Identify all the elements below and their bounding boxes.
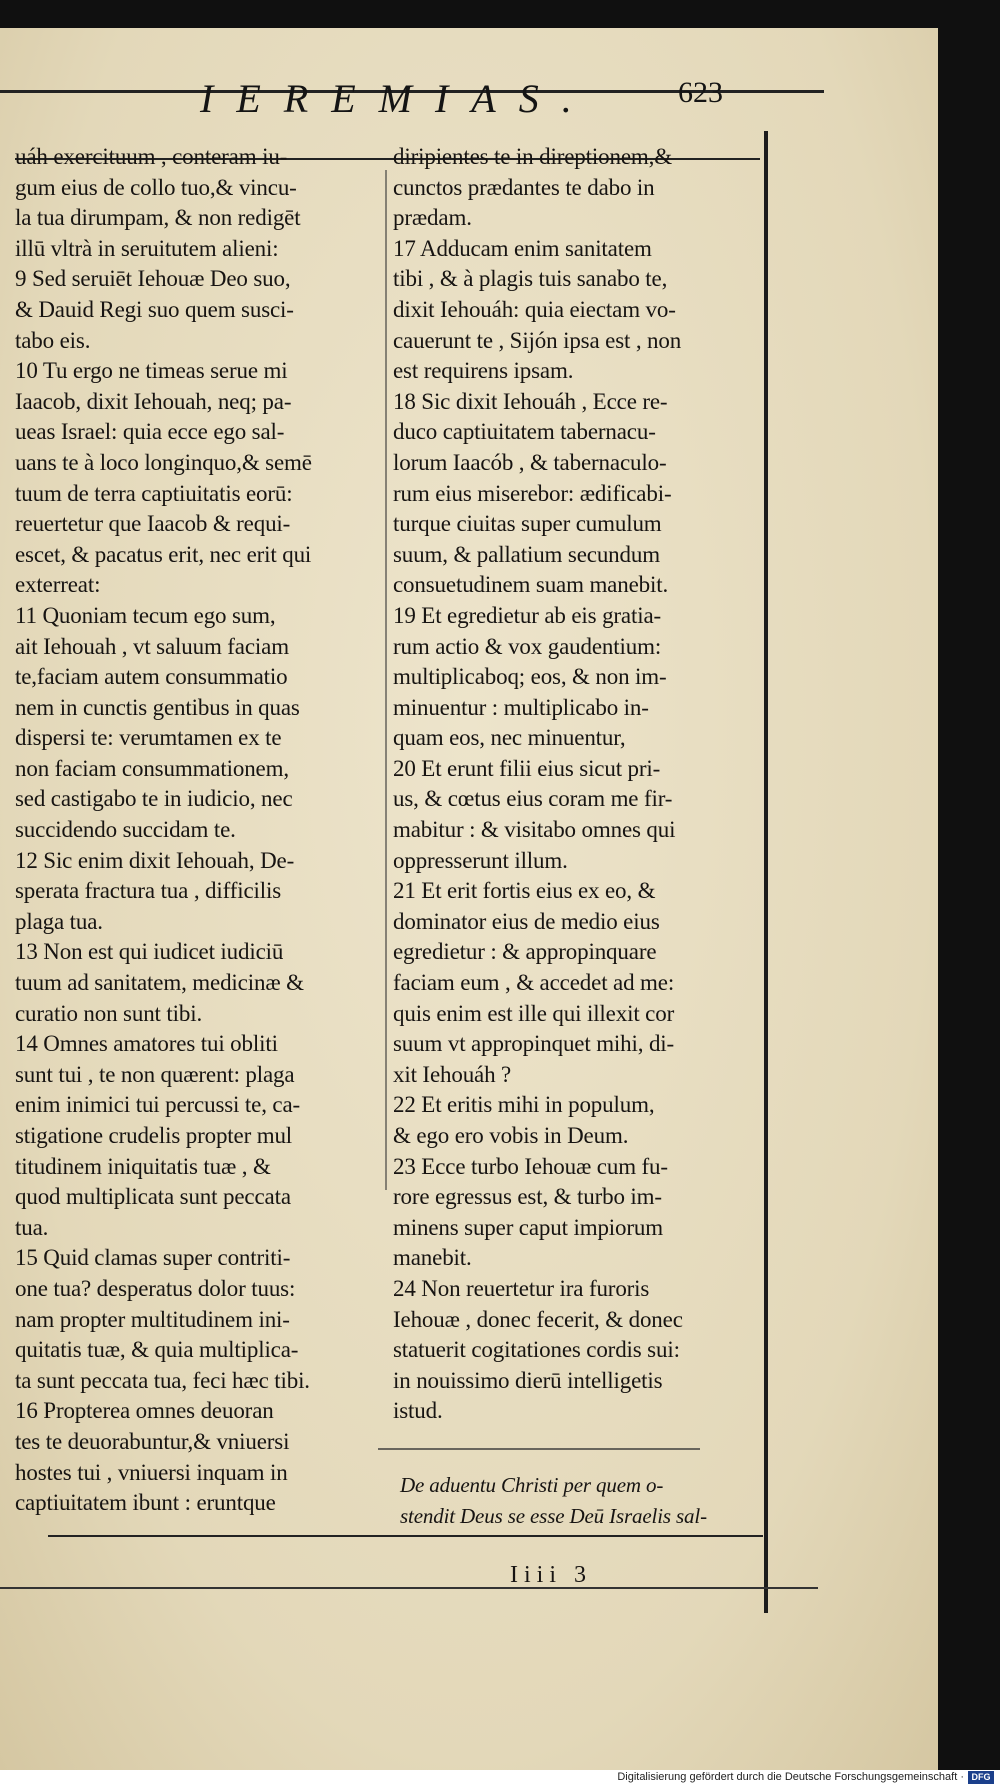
- text-line: 13 Non est qui iudicet iudiciū: [15, 939, 284, 965]
- text-line: 22 Et eritis mihi in populum,: [393, 1092, 655, 1118]
- bottom-rule: [48, 1535, 763, 1537]
- text-line: prædam.: [393, 205, 472, 231]
- text-line: 12 Sic enim dixit Iehouah, De-: [15, 847, 295, 873]
- text-line: dispersi te: verumtamen ex te: [15, 725, 282, 751]
- text-line: nam propter multitudinem ini-: [15, 1306, 290, 1332]
- text-line: us, & cœtus eius coram me fir-: [393, 786, 673, 812]
- text-line: mabitur : & visitabo omnes qui: [393, 817, 676, 843]
- text-line: ait Iehouah , vt saluum faciam: [15, 633, 289, 659]
- text-line: ta sunt peccata tua, feci hæc tibi.: [15, 1367, 310, 1393]
- text-line: reuertetur que Iaacob & requi-: [15, 511, 291, 537]
- bottom-rule-outer: [0, 1587, 818, 1589]
- signature-mark: Iiii 3: [510, 1562, 592, 1588]
- text-line: tibi , & à plagis tuis sanabo te,: [393, 266, 668, 292]
- text-line: curatio non sunt tibi.: [15, 1000, 203, 1026]
- text-line: diripientes te in direptionem,&: [393, 144, 672, 169]
- text-line: 23 Ecce turbo Iehouæ cum fu-: [393, 1153, 668, 1179]
- text-line: quod multiplicata sunt peccata: [15, 1184, 291, 1210]
- text-line: egredietur : & appropinquare: [393, 939, 657, 965]
- text-line: succidendo succidam te.: [15, 817, 236, 843]
- right-margin-rule: [764, 131, 768, 1613]
- text-line: dixit Iehouáh: quia eiectam vo-: [393, 296, 676, 322]
- text-line: xit Iehouáh ?: [393, 1061, 512, 1087]
- text-line: suum, & pallatium secundum: [393, 541, 660, 567]
- text-line: multiplicaboq; eos, & non im-: [393, 664, 667, 690]
- running-head: IEREMIAS.: [200, 76, 595, 121]
- text-line: non faciam consummationem,: [15, 755, 289, 781]
- digitization-footer: [0, 1770, 1000, 1787]
- text-line: tuum de terra captiuitatis eorū:: [15, 480, 293, 506]
- text-line: plaga tua.: [15, 908, 103, 934]
- text-line: 21 Et erit fortis eius ex eo, &: [393, 878, 656, 904]
- text-line: 20 Et erunt filii eius sicut pri-: [393, 755, 661, 781]
- text-line: manebit.: [393, 1245, 472, 1271]
- section-heading: [400, 1470, 730, 1531]
- text-line: captiuitatem ibunt : eruntque: [15, 1490, 276, 1516]
- text-line: quam eos, nec minuentur,: [393, 725, 626, 751]
- text-line: in nouissimo dierū intelligetis: [393, 1367, 663, 1393]
- text-line: 18 Sic dixit Iehouáh , Ecce re-: [393, 388, 668, 414]
- text-line: ueas Israel: quia ecce ego sal-: [15, 419, 285, 445]
- text-line: enim inimici tui percussi te, ca-: [15, 1092, 301, 1118]
- column-divider: [385, 170, 387, 1190]
- text-line: escet, & pacatus erit, nec erit qui: [15, 541, 312, 567]
- text-line: oppresserunt illum.: [393, 847, 568, 873]
- section-heading-line: stendit Deus se esse Deū Israelis sal-: [400, 1503, 707, 1528]
- page-number: 623: [678, 76, 723, 109]
- text-line: 9 Sed seruiēt Iehouæ Deo suo,: [15, 266, 291, 292]
- text-line: faciam eum , & accedet ad me:: [393, 970, 675, 996]
- text-line: & ego ero vobis in Deum.: [393, 1123, 629, 1148]
- text-line: uáh exercituum , conteram iu-: [15, 144, 288, 169]
- text-line: minuentur : multiplicabo in-: [393, 694, 649, 720]
- text-line: cunctos prædantes te dabo in: [393, 174, 655, 200]
- text-line: titudinem iniquitatis tuæ , &: [15, 1153, 271, 1179]
- text-line: tua.: [15, 1214, 49, 1240]
- text-line: 16 Propterea omnes deuoran: [15, 1398, 274, 1424]
- text-line: 10 Tu ergo ne timeas serue mi: [15, 358, 288, 384]
- text-line: sed castigabo te in iudicio, nec: [15, 786, 293, 812]
- text-line: tuum ad sanitatem, medicinæ &: [15, 970, 304, 996]
- text-line: exterreat:: [15, 572, 101, 598]
- text-line: duco captiuitatem tabernacu-: [393, 419, 656, 445]
- text-line: istud.: [393, 1398, 443, 1424]
- text-line: Iaacob, dixit Iehouah, neq; pa-: [15, 388, 292, 414]
- text-line: la tua dirumpam, & non redigēt: [15, 205, 301, 231]
- text-line: statuerit cogitationes cordis sui:: [393, 1337, 680, 1363]
- text-line: Iehouæ , donec fecerit, & donec: [393, 1306, 683, 1332]
- text-line: turque ciuitas super cumulum: [393, 511, 662, 537]
- text-line: stigatione crudelis propter mul: [15, 1123, 293, 1148]
- text-line: one tua? desperatus dolor tuus:: [15, 1275, 296, 1301]
- text-line: sunt tui , te non quærent: plaga: [15, 1061, 295, 1087]
- text-line: te,faciam autem consummatio: [15, 664, 288, 690]
- text-line: suum vt appropinquet mihi, di-: [393, 1031, 675, 1057]
- left-text-column: [15, 142, 380, 1519]
- footer-credit: Digitalisierung gefördert durch die Deutsche Forschungsgemeinschaft ·: [617, 1771, 964, 1783]
- text-line: uans te à loco longinquo,& semē: [15, 449, 312, 475]
- text-line: 19 Et egredietur ab eis gratia-: [393, 602, 662, 628]
- text-line: dominator eius de medio eius: [393, 908, 660, 934]
- section-heading-line: De aduentu Christi per quem o-: [400, 1473, 664, 1497]
- text-line: rum actio & vox gaudentium:: [393, 633, 662, 659]
- right-text-column: [393, 142, 753, 1427]
- text-line: 11 Quoniam tecum ego sum,: [15, 602, 276, 628]
- text-line: tabo eis.: [15, 327, 91, 353]
- text-line: minens super caput impiorum: [393, 1214, 663, 1240]
- section-rule: [378, 1448, 700, 1450]
- text-line: cauerunt te , Sijón ipsa est , non: [393, 327, 682, 353]
- text-line: quitatis tuæ, & quia multiplica-: [15, 1337, 299, 1363]
- text-line: hostes tui , vniuersi inquam in: [15, 1459, 288, 1485]
- text-line: 15 Quid clamas super contriti-: [15, 1245, 291, 1271]
- text-line: nem in cunctis gentibus in quas: [15, 694, 300, 720]
- text-line: sperata fractura tua , difficilis: [15, 878, 282, 904]
- text-line: 14 Omnes amatores tui obliti: [15, 1031, 278, 1057]
- text-line: rore egressus est, & turbo im-: [393, 1184, 662, 1210]
- text-line: quis enim est ille qui illexit cor: [393, 1000, 675, 1026]
- text-line: & Dauid Regi suo quem susci-: [15, 296, 294, 322]
- dfg-logo-icon: DFG: [968, 1771, 994, 1784]
- text-line: consuetudinem suam manebit.: [393, 572, 669, 598]
- text-line: rum eius miserebor: ædificabi-: [393, 480, 672, 506]
- text-line: 17 Adducam enim sanitatem: [393, 235, 652, 261]
- text-line: lorum Iaacób , & tabernaculo-: [393, 449, 667, 475]
- text-line: illū vltrà in seruitutem alieni:: [15, 235, 279, 261]
- text-line: tes te deuorabuntur,& vniuersi: [15, 1428, 290, 1454]
- text-line: est requirens ipsam.: [393, 358, 574, 384]
- text-line: 24 Non reuertetur ira furoris: [393, 1275, 650, 1301]
- text-line: gum eius de collo tuo,& vincu-: [15, 174, 297, 200]
